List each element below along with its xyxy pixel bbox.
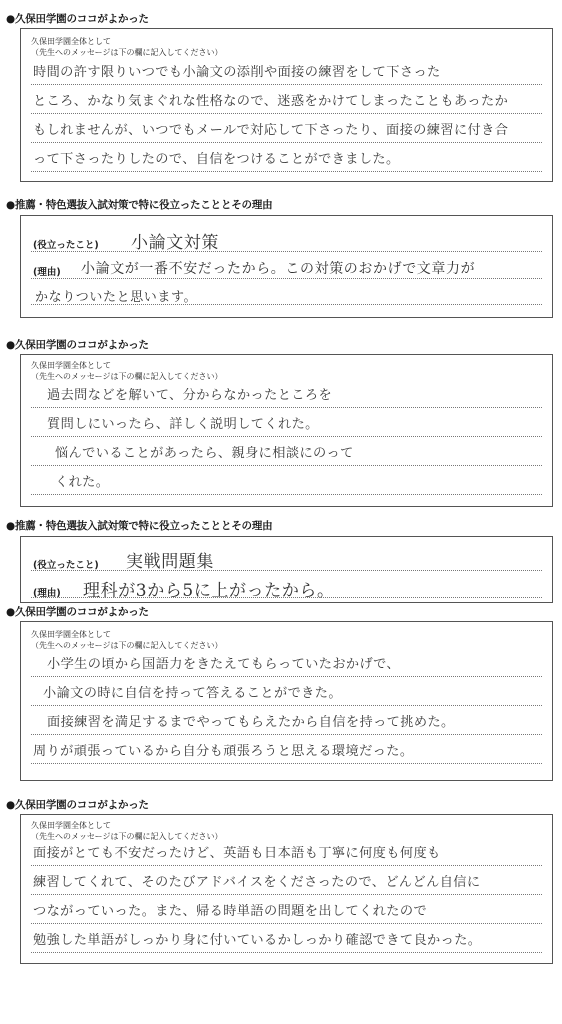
handwritten-line: 勉強した単語がしっかり身に付いているかしっかり確認できて良かった。 (33, 933, 482, 948)
section-title: ●久保田学園のココがよかった (6, 13, 149, 25)
handwritten-line: 小論文の時に自信を持って答えることができた。 (43, 686, 342, 701)
handwritten-line: 小学生の頃から国語力をきたえてもらっていたおかげで、 (47, 657, 401, 672)
comment-card (20, 814, 553, 964)
ruled-line (31, 278, 542, 279)
ruled-line (31, 734, 542, 735)
handwritten-line: 周りが頑張っているから自分も頑張ろうと思える環境だった。 (33, 744, 414, 759)
card-label: 久保田学園全体として (31, 821, 111, 830)
card-sublabel: （先生へのメッセージは下の欄に記入してください） (31, 48, 223, 57)
handwritten-line: 時間の許す限りいつでも小論文の添削や面接の練習をして下さった (33, 65, 441, 80)
handwritten-line: くれた。 (55, 475, 110, 490)
handwritten-line: ところ、かなり気まぐれな性格なので、迷惑をかけてしまったこともあったか (33, 94, 509, 109)
handwritten-line: 練習してくれて、そのたびアドバイスをくださったので、どんどん自信に (33, 875, 481, 890)
section-title: ●推薦・特色選抜入試対策で特に役立ったこととその理由 (6, 520, 273, 532)
ruled-line (31, 304, 542, 305)
comment-card (20, 621, 553, 781)
ruled-line (31, 923, 542, 924)
handwritten-line: つながっていった。また、帰る時単語の問題を出してくれたので (33, 904, 428, 919)
card-sublabel: （先生へのメッセージは下の欄に記入してください） (31, 372, 223, 381)
card-sublabel: （先生へのメッセージは下の欄に記入してください） (31, 641, 223, 650)
ruled-line (31, 676, 542, 677)
useful-label: (役立ったこと) (33, 560, 99, 571)
answer-card (20, 215, 553, 318)
handwritten-line: って下さったりしたので、自信をつけることができました。 (33, 152, 400, 167)
ruled-line (31, 570, 542, 571)
answer-card (20, 536, 553, 603)
handwritten-line: 面接練習を満足するまでやってもらえたから自信を持って挑めた。 (47, 715, 455, 730)
card-label: 久保田学園全体として (31, 630, 111, 639)
comment-card (20, 354, 553, 507)
ruled-line (31, 142, 542, 143)
ruled-line (31, 113, 542, 114)
ruled-line (31, 171, 542, 172)
reason-line: かなりついたと思います。 (35, 290, 198, 305)
useful-value: 実戦問題集 (126, 552, 214, 572)
handwritten-line: もしれませんが、いつでもメールで対応して下さったり、面接の練習に付き合 (33, 123, 509, 138)
section-title: ●久保田学園のココがよかった (6, 799, 149, 811)
section-title: ●久保田学園のココがよかった (6, 606, 149, 618)
ruled-line (31, 763, 542, 764)
ruled-line (31, 407, 542, 408)
card-label: 久保田学園全体として (31, 361, 111, 370)
ruled-line (31, 597, 542, 598)
card-sublabel: （先生へのメッセージは下の欄に記入してください） (31, 832, 223, 841)
ruled-line (31, 705, 542, 706)
ruled-line (31, 436, 542, 437)
handwritten-line: 面接がとても不安だったけど、英語も日本語も丁寧に何度も何度も (33, 846, 441, 861)
section-title: ●久保田学園のココがよかった (6, 339, 149, 351)
useful-label: (役立ったこと) (33, 240, 99, 251)
section-title: ●推薦・特色選抜入試対策で特に役立ったこととその理由 (6, 199, 273, 211)
reason-line: 小論文が一番不安だったから。この対策のおかげで文章力が (81, 261, 476, 277)
comment-card (20, 28, 553, 182)
reason-line: 理科が3から5に上がったから。 (83, 581, 335, 601)
reason-label: (理由) (33, 588, 61, 599)
handwritten-line: 悩んでいることがあったら、親身に相談にのって (55, 446, 354, 461)
ruled-line (31, 84, 542, 85)
ruled-line (31, 251, 542, 252)
ruled-line (31, 865, 542, 866)
card-label: 久保田学園全体として (31, 37, 111, 46)
handwritten-line: 過去問などを解いて、分からなかったところを (47, 388, 333, 403)
ruled-line (31, 894, 542, 895)
reason-label: (理由) (33, 267, 61, 278)
ruled-line (31, 952, 542, 953)
ruled-line (31, 465, 542, 466)
useful-value: 小論文対策 (131, 233, 219, 253)
handwritten-line: 質問しにいったら、詳しく説明してくれた。 (47, 417, 319, 432)
ruled-line (31, 494, 542, 495)
